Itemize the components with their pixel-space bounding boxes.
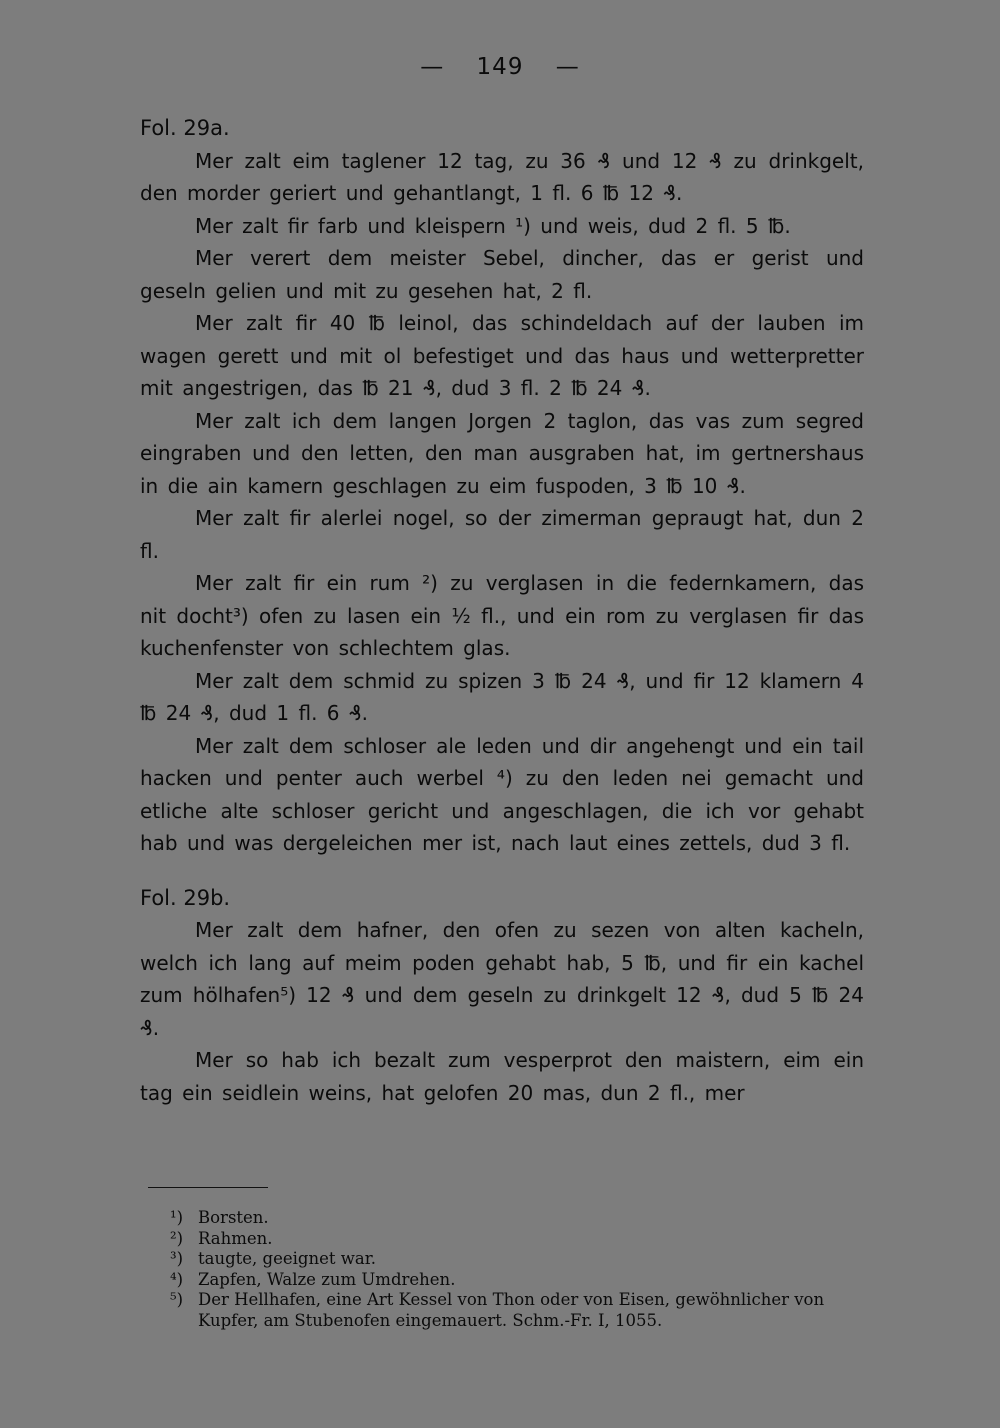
footnote-mark: ³) <box>170 1249 184 1268</box>
footnote-text: Der Hellhafen, eine Art Kessel von Thon oder von Eisen, gewöhnlicher von Kupfer, am Stubenofen eingemauert. Schm.-Fr. I, 1055. <box>198 1290 825 1330</box>
footnote-mark: ⁵) <box>170 1290 184 1309</box>
folio-heading-29b: Fol. 29b. <box>140 885 231 910</box>
page-header <box>0 54 1000 80</box>
folio-heading-29a: Fol. 29a. <box>140 116 230 140</box>
entry-paragraph: Mer verert dem meister Sebel, dincher, das er gerist und geseln gelien und mit zu gesehen hat, 2 fl. <box>140 246 864 303</box>
entry-paragraph: Mer zalt dem hafner, den ofen zu sezen von alten kacheln, welch ich lang auf meim poden gehabt hab, 5 ℔, und fir ein kachel zum hölhafen⁵) 12 ₰ und dem geseln zu drinkgelt 12 ₰, dud 5 ℔ 24 ₰. <box>140 918 864 1040</box>
header-dash-left: — <box>420 54 445 80</box>
footnote-text: Borsten. <box>198 1208 269 1227</box>
entry-paragraph: Mer zalt fir 40 ℔ leinol, das schindeldach auf der lauben im wagen gerett und mit ol befestiget und das haus und wetterpretter mit angestrigen, das ℔ 21 ₰, dud 3 fl. 2 ℔ 24 ₰. <box>140 311 864 400</box>
footnote-text: Zapfen, Walze zum Umdrehen. <box>198 1269 456 1289</box>
page-number: 149 <box>476 54 524 80</box>
entry-paragraph: Mer zalt dem schloser ale leden und dir angehengt und ein tail hacken und penter auch werbel ⁴) zu den leden nei gemacht und etliche alte schloser gericht und angeschlagen, die ich vor gehabt hab und was dergeleichen mer ist, nach laut eines zettels, dud 3 fl. <box>140 733 864 855</box>
entry-paragraph: Mer zalt fir alerlei nogel, so der zimerman gepraugt hat, dun 2 fl. <box>140 506 864 563</box>
footnote <box>170 1229 870 1250</box>
entry-paragraph: Mer zalt fir ein rum ²) zu verglasen in die federnkamern, das nit docht³) ofen zu lasen ein ½ fl., und ein rom zu verglasen fir das kuchenfenster von schlechtem glas. <box>140 571 864 660</box>
footnote <box>170 1208 870 1229</box>
footnote <box>170 1290 870 1331</box>
header-dash-right: — <box>555 54 580 80</box>
footnote-divider <box>148 1187 268 1188</box>
section-gap <box>140 860 864 882</box>
footnote-mark: ²) <box>170 1228 184 1248</box>
footnote <box>170 1270 870 1291</box>
entry-paragraph: Mer zalt ich dem langen Jorgen 2 taglon, das vas zum segred eingraben und den letten, den man ausgraben hat, im gertnershaus in die ain kamern geschlagen zu eim fuspoden, 3 ℔ 10 ₰. <box>140 408 864 498</box>
footnote-text: taugte, geeignet war. <box>198 1249 377 1268</box>
footnote-mark: ¹) <box>170 1208 184 1227</box>
main-text <box>140 112 864 1109</box>
footnote <box>170 1249 870 1270</box>
footnotes <box>170 1208 870 1331</box>
entry-paragraph: Mer zalt dem schmid zu spizen 3 ℔ 24 ₰, und fir 12 klamern 4 ℔ 24 ₰, dud 1 fl. 6 ₰. <box>140 668 864 725</box>
entry-paragraph: Mer so hab ich bezalt zum vesperprot den maistern, eim ein tag ein seidlein weins, hat gelofen 20 mas, dun 2 fl., mer <box>140 1048 864 1105</box>
entry-paragraph: Mer zalt fir farb und kleispern ¹) und weis, dud 2 fl. 5 ℔. <box>195 213 791 238</box>
footnote-text: Rahmen. <box>198 1228 273 1248</box>
entry-paragraph: Mer zalt eim taglener 12 tag, zu 36 ₰ und 12 ₰ zu drinkgelt, den morder geriert und gehantlangt, 1 fl. 6 ℔ 12 ₰. <box>140 148 864 205</box>
footnote-mark: ⁴) <box>170 1269 184 1289</box>
